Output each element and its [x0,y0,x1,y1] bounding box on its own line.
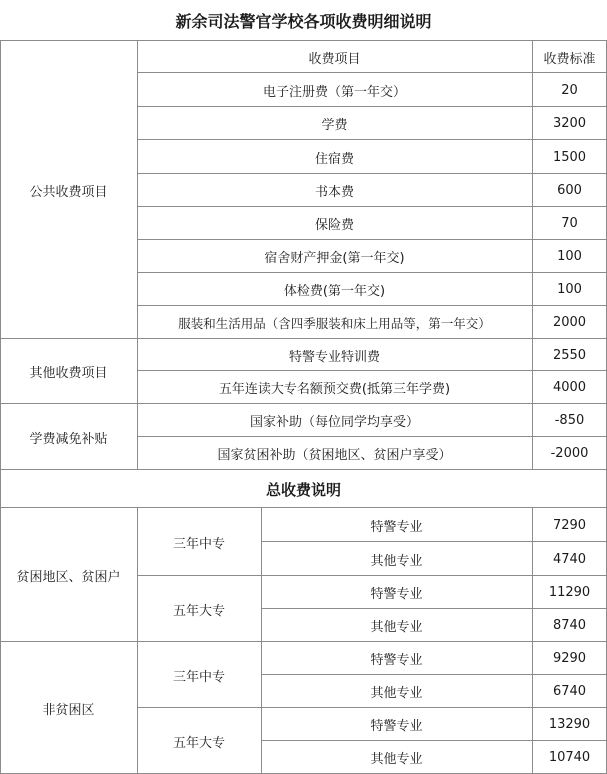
fee-item: 服装和生活用品（含四季服装和床上用品等，第一年交） [178,315,491,331]
total-amount: 6740 [552,684,587,699]
fee-amount: 2550 [552,347,587,363]
program-label: 三年中专 [172,536,225,552]
fee-amount: 20 [561,82,578,98]
fee-item: 电子注册费（第一年交） [262,84,406,100]
major-label: 其他专业 [370,752,423,767]
fee-amount: 100 [557,282,582,297]
major-label: 特警专业 [370,587,423,602]
major-label: 其他专业 [370,553,423,569]
fee-item: 保险费 [314,218,354,233]
grid-line [137,206,607,207]
summary-title: 总收费说明 [265,480,341,499]
grid-line [137,139,607,140]
fee-amount: 4000 [552,380,587,395]
grid-line [0,40,1,774]
fee-amount: 600 [557,183,582,198]
major-label: 特警专业 [370,719,423,734]
grid-line [137,40,138,470]
total-amount: 4740 [552,551,587,567]
grid-line [261,608,607,609]
grid-line [137,507,138,774]
grid-line [137,106,607,107]
col-header-standard: 收费标准 [543,51,596,67]
program-label: 五年大专 [172,603,225,619]
grid-line [261,674,607,675]
grid-line [137,305,607,306]
total-amount: 10740 [548,750,591,765]
fee-amount: 100 [557,249,582,264]
grid-line [0,338,607,339]
major-label: 其他专业 [370,620,423,635]
major-label: 其他专业 [370,686,423,701]
grid-line [0,469,607,470]
fee-amount: -2000 [550,446,589,461]
grid-line [137,575,607,576]
total-amount: 8740 [552,618,587,633]
grid-line [0,40,607,41]
fee-item: 住宿费 [314,151,354,167]
major-label: 特警专业 [370,519,423,535]
fee-item: 特警专业特训费 [288,349,380,365]
fee-amount: 1500 [552,149,587,165]
group-label-public: 公共收费项目 [29,184,108,200]
grid-line [137,436,607,437]
group-label-other: 其他收费项目 [29,366,108,381]
fee-amount: 70 [561,216,578,231]
fee-item: 体检费(第一年交) [283,284,386,299]
grid-line [0,641,607,642]
region-label-non-poor: 非贫困区 [42,702,95,718]
fee-item: 学费 [321,118,348,133]
total-amount: 11290 [548,585,591,600]
grid-line [137,173,607,174]
group-label-subsidy: 学费减免补贴 [29,431,108,447]
grid-line [261,507,262,774]
grid-line [261,740,607,741]
fee-amount: 3200 [552,116,587,131]
fee-item: 五年连读大专名额预交费(抵第三年学费) [218,382,451,397]
fee-item: 书本费 [314,185,354,200]
col-header-item: 收费项目 [308,51,361,67]
grid-line [137,72,607,73]
grid-line [137,370,607,371]
total-amount: 13290 [548,717,591,732]
grid-line [532,507,533,774]
fee-amount: -850 [554,413,585,428]
grid-line [137,707,607,708]
fee-item: 宿舍财产押金(第一年交) [264,251,405,266]
grid-line [261,541,607,542]
total-amount: 7290 [552,517,587,533]
program-label: 三年中专 [172,669,225,685]
major-label: 特警专业 [370,653,423,668]
page-title: 新余司法警官学校各项收费明细说明 [175,12,432,31]
total-amount: 9290 [552,651,587,666]
region-label-poor: 贫困地区、贫困户 [16,569,121,585]
grid-line [137,239,607,240]
fee-item: 国家贫困补助（贫困地区、贫困户享受） [217,448,452,463]
fee-item: 国家补助（每位同学均享受） [249,415,419,430]
grid-line [0,403,607,404]
program-label: 五年大专 [172,735,225,751]
grid-line [532,40,533,470]
fee-amount: 2000 [552,315,587,330]
grid-line [137,272,607,273]
grid-line [0,507,607,508]
